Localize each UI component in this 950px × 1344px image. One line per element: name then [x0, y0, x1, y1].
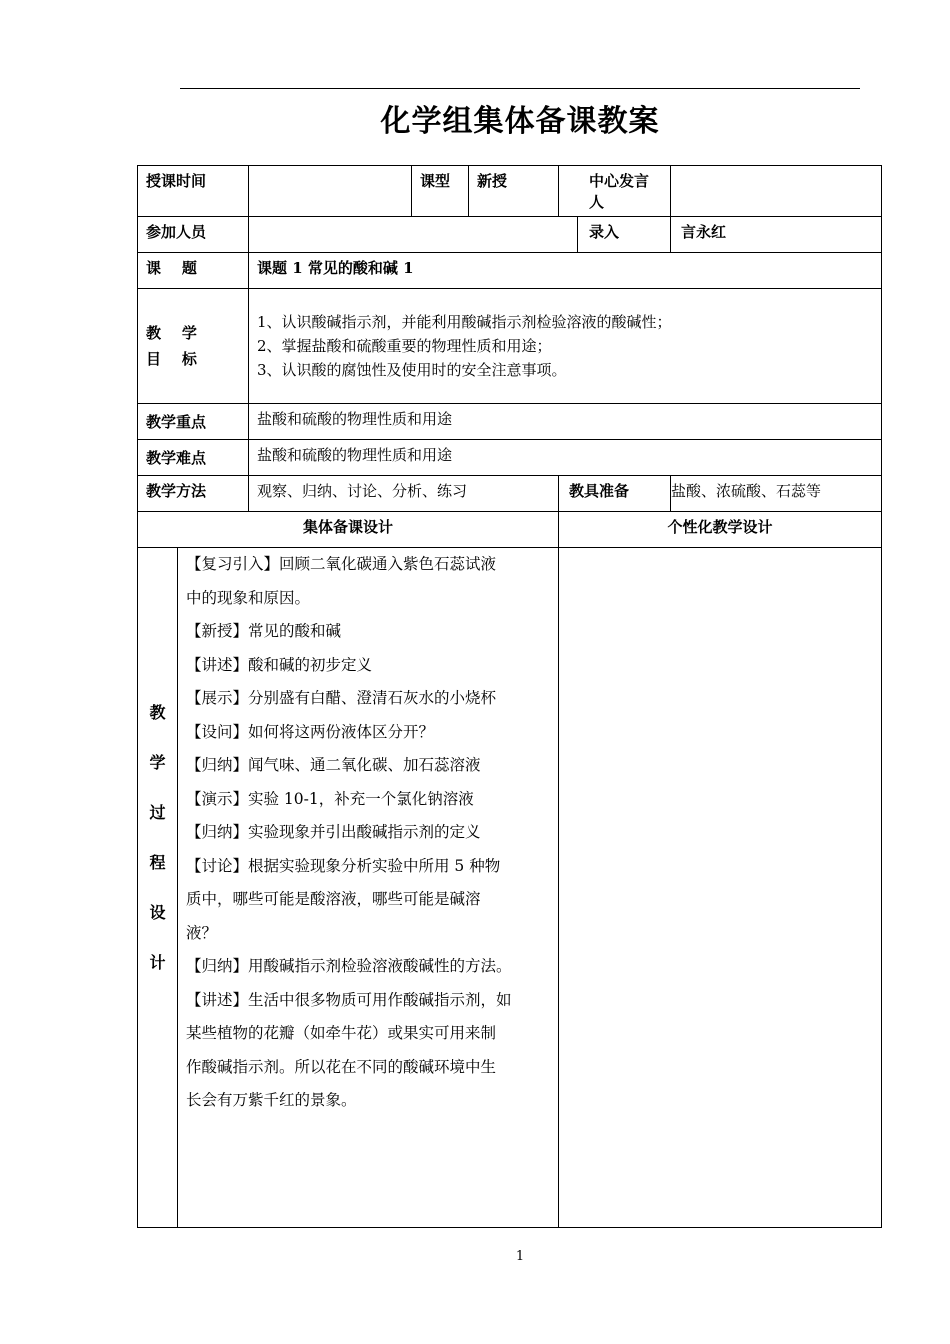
goals-list: [249, 289, 882, 404]
header-rule: [180, 88, 860, 89]
participants-label: 参加人员: [138, 217, 249, 253]
tools-value: 盐酸、浓硫酸、石蕊等: [671, 476, 882, 512]
process-line: 【归纳】闻气味、通二氧化碳、加石蕊溶液: [186, 756, 481, 774]
entry-label: 录入: [578, 217, 671, 253]
process-line: 【归纳】用酸碱指示剂检验溶液酸碱性的方法。: [186, 957, 512, 975]
process-line: 中的现象和原因。: [186, 588, 311, 607]
process-label-char: 过: [149, 803, 166, 822]
process-label-char: 设: [149, 903, 166, 922]
row-topic: [138, 253, 882, 289]
process-line: 某些植物的花瓣（如牵牛花）或果实可用来制: [186, 1024, 497, 1042]
goal-item: 3、认识酸的腐蚀性及使用时的安全注意事项。: [257, 361, 567, 379]
process-line: 【复习引入】回顾二氧化碳通入紫色石蕊试液: [186, 555, 497, 573]
difficulty-label: 教学难点: [138, 440, 249, 476]
row-key-point: [138, 404, 882, 440]
participants-value: [249, 217, 578, 253]
key-point-value: 盐酸和硫酸的物理性质和用途: [249, 404, 882, 440]
topic-label: 课 题: [138, 253, 249, 289]
process-line: 【演示】实验 10-1，补充一个氯化钠溶液: [186, 789, 474, 808]
row-difficulty: [138, 440, 882, 476]
tools-label: 教具准备: [559, 476, 671, 512]
row-goals: [138, 289, 882, 404]
row-time: [138, 166, 882, 217]
time-label: 授课时间: [138, 166, 249, 217]
process-line: 【新授】常见的酸和碱: [186, 622, 342, 640]
page-number: 1: [515, 1249, 525, 1264]
process-line: 【讲述】生活中很多物质可用作酸碱指示剂，如: [186, 990, 512, 1009]
collective-design-header: 集体备课设计: [138, 512, 559, 548]
process-line: 长会有万紫千红的景象。: [186, 1091, 357, 1109]
personal-design-header: 个性化教学设计: [559, 512, 882, 548]
process-line: 液？: [186, 923, 218, 942]
document-title: 化学组集体备课教案: [380, 104, 660, 139]
speaker-value: [671, 166, 882, 217]
time-value: [249, 166, 412, 217]
row-process: [138, 548, 882, 1228]
method-value: 观察、归纳、讨论、分析、练习: [249, 476, 559, 512]
row-design-headers: [138, 512, 882, 548]
personal-design-content: [559, 548, 882, 1228]
goals-label-line2: 目 标: [146, 350, 197, 368]
difficulty-value: 盐酸和硫酸的物理性质和用途: [249, 440, 882, 476]
goals-label-line1: 教 学: [146, 324, 197, 342]
collective-design-content: [178, 548, 559, 1228]
goal-item: 2、掌握盐酸和硫酸重要的物理性质和用途；: [257, 337, 552, 355]
entry-value: 言永红: [671, 217, 882, 253]
process-label-char: 计: [149, 953, 166, 972]
process-line: 【讲述】酸和碱的初步定义: [186, 655, 373, 674]
process-line: 【设问】如何将这两份液体区分开？: [186, 722, 435, 741]
process-line: 【展示】分别盛有白醋、澄清石灰水的小烧杯: [186, 689, 497, 707]
speaker-label: 中心发言人: [559, 166, 671, 217]
process-label: [138, 548, 178, 1228]
process-line: 作酸碱指示剂。所以花在不同的酸碱环境中生: [186, 1057, 497, 1076]
lesson-type-label: 课型: [412, 166, 469, 217]
lesson-type-value: 新授: [469, 166, 559, 217]
goals-label: [138, 289, 249, 404]
lesson-plan-table: [137, 165, 882, 1228]
process-label-char: 学: [149, 753, 166, 772]
row-participants: [138, 217, 882, 253]
process-line: 【归纳】实验现象并引出酸碱指示剂的定义: [186, 823, 481, 841]
row-method: [138, 476, 882, 512]
process-line: 质中，哪些可能是酸溶液，哪些可能是碱溶: [186, 890, 481, 908]
method-label: 教学方法: [138, 476, 249, 512]
process-label-char: 教: [149, 703, 166, 722]
topic-value: 课题 1 常见的酸和碱 1: [249, 253, 882, 289]
process-label-char: 程: [149, 853, 166, 872]
process-line: 【讨论】根据实验现象分析实验中所用 5 种物: [186, 856, 501, 875]
key-point-label: 教学重点: [138, 404, 249, 440]
goal-item: 1、认识酸碱指示剂，并能利用酸碱指示剂检验溶液的酸碱性；: [257, 313, 672, 331]
